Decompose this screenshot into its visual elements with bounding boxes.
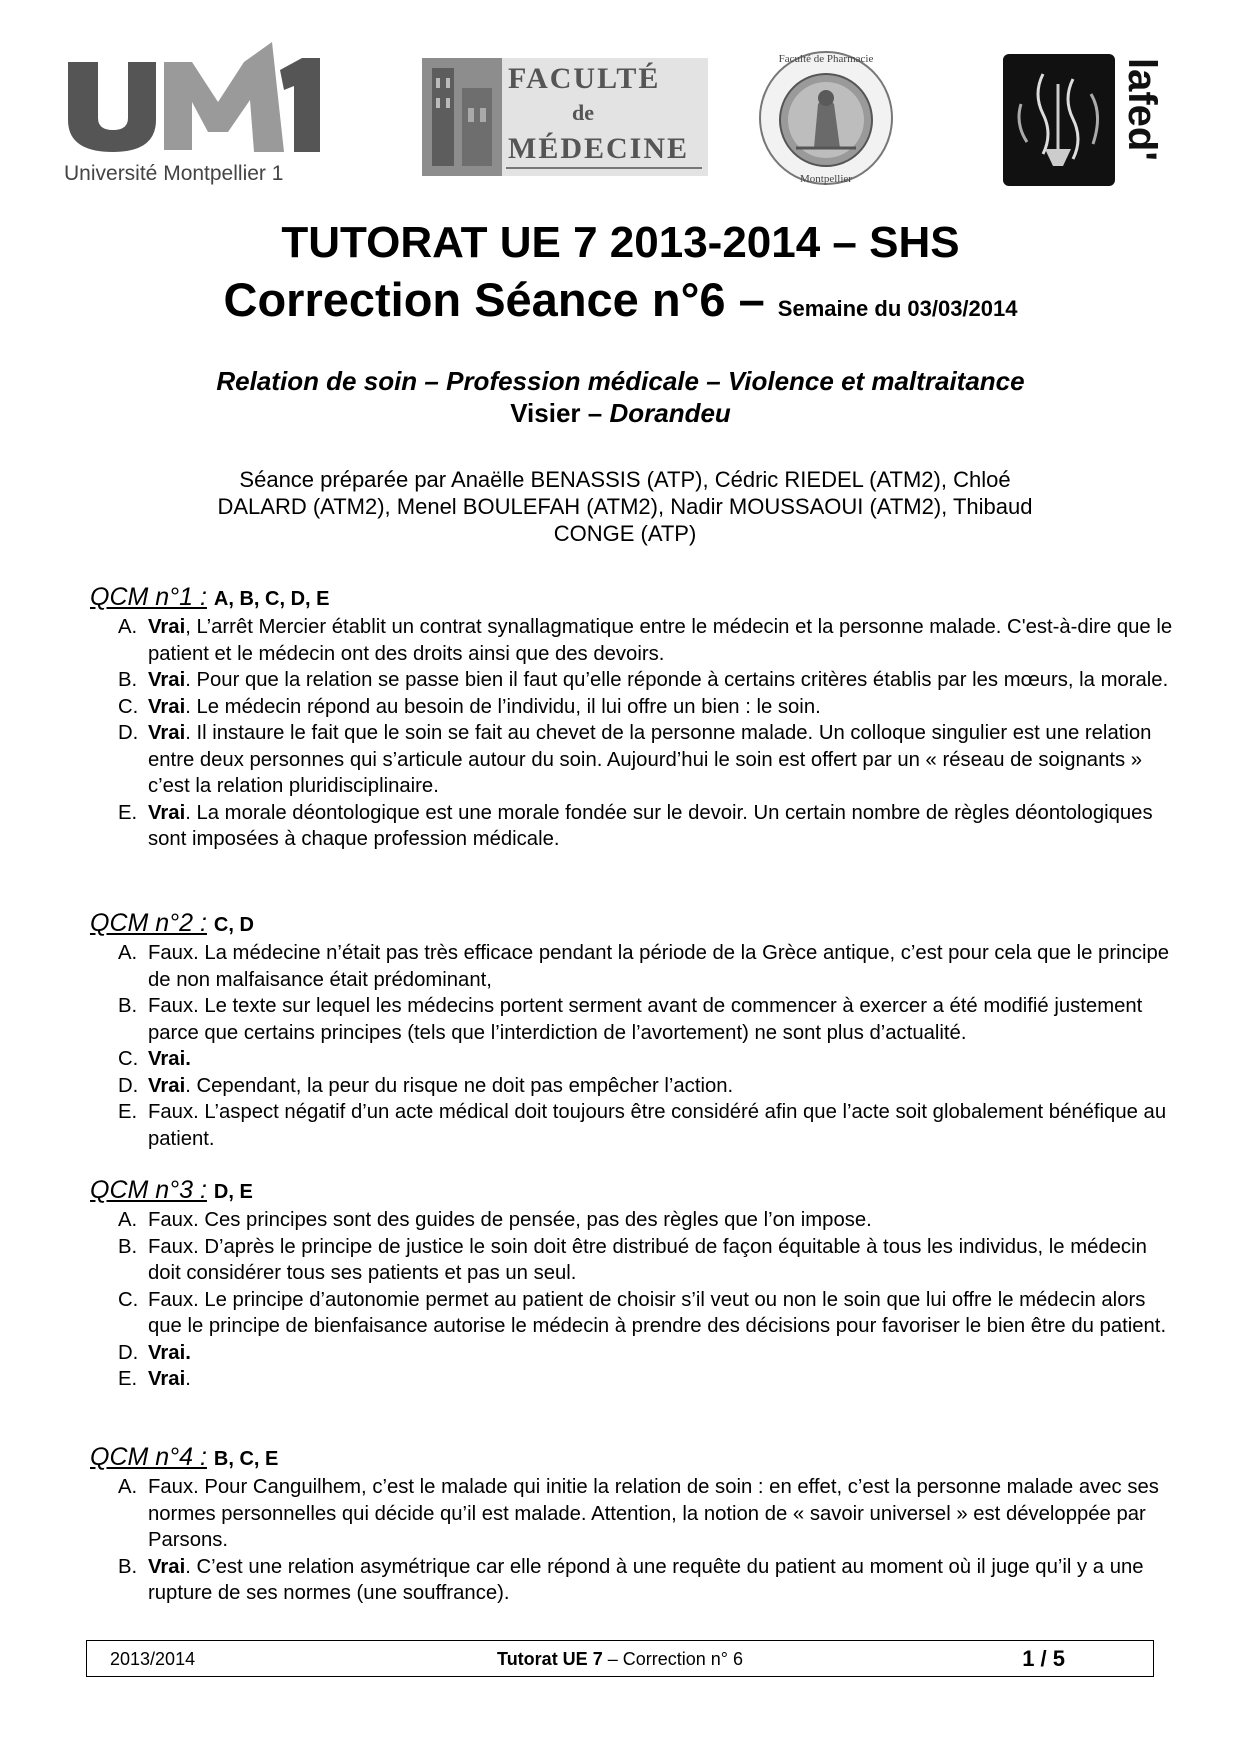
qcm-item [90,1046,1180,1073]
qcm-item [90,1073,1180,1100]
item-letter: A. [118,942,138,964]
item-text: Faux. Le principe d’autonomie permet au patient de choisir s’il veut ou non le soin que lui offre le médecin alors que le principe de bienfaisance autorise le médecin à prendre des décisions pour favoriser le bien être du patient. [148,1288,1167,1337]
item-text: Faux. Pour Canguilhem, c’est le malade qui initie la relation de soin : en effet, c’est la personne malade avec ses normes personnelles qui décide qu’il est malade. Attention, la notion de « savoir universel » est développée par Parsons. [148,1476,1159,1551]
item-text: , L’arrêt Mercier établit un contrat synallagmatique entre le médecin et la personne malade. C'est-à-dire que le patient et le médecin ont des droits ainsi que des devoirs. [148,616,1173,665]
session-title [0,272,1241,327]
qcm-items [90,940,1180,1152]
session-title-text: Correction Séance n°6 – [223,273,765,326]
qcm-answers: C, D [213,914,254,936]
svg-text:FACULTÉ: FACULTÉ [508,62,661,95]
item-verdict: Vrai [148,1074,186,1097]
qcm-item [90,940,1180,993]
prepared-by: Séance préparée par Anaëlle BENASSIS (ATP), Cédric RIEDEL (ATM2), Chloé DALARD (ATM2), Menel BOULEFAH (ATM2), Nadir MOUSSAOUI (ATM2), Thibaud CONGE (ATP) [217,467,1033,546]
qcm-heading [90,908,1180,940]
item-letter: D. [118,722,139,744]
qcm-item [90,1554,1180,1607]
svg-text:MÉDECINE: MÉDECINE [508,132,690,165]
qcm-answers: D, E [213,1181,253,1203]
item-letter: A. [118,1476,138,1498]
qcm-item [90,1474,1180,1554]
item-letter: E. [118,1101,138,1123]
session-subtitle: Relation de soin – Profession médicale – Violence et maltraitance [216,366,1025,396]
session-week: Semaine du 03/03/2014 [777,296,1018,321]
qcm-item [90,993,1180,1046]
item-verdict: Vrai [148,669,186,691]
item-text: . Le médecin répond au besoin de l’individu, il lui offre un bien : le soin. [185,695,821,718]
qcm-label: QCM n°3 : [90,1176,207,1204]
qcm-heading [90,582,1180,614]
svg-text:Montpellier: Montpellier [800,173,852,185]
item-letter: B. [118,995,138,1017]
faculte-medecine-logo [422,58,708,176]
qcm-label: QCM n°4 : [90,1443,207,1471]
item-text: Faux. Le texte sur lequel les médecins portent serment avant de commencer à exercer a été modifié justement parce que certains principes (tels que l’interdiction de l’avortement) ne sont plus d’actualité. [148,995,1143,1044]
lecturers [0,398,1241,429]
item-verdict: Vrai. [148,1048,191,1070]
qcm-label: QCM n°1 : [90,583,207,611]
svg-text:lafed': lafed' [1120,58,1164,161]
qcm-items [90,1207,1180,1393]
qcm-block [90,582,1180,853]
page-footer [86,1640,1154,1677]
item-letter: D. [118,1341,139,1364]
qcm-item [90,1099,1180,1152]
item-text: Faux. Ces principes sont des guides de pensée, pas des règles que l’on impose. [148,1209,872,1231]
item-verdict: Vrai [148,801,186,824]
item-letter: C. [118,1288,139,1311]
item-verdict: Vrai [148,695,186,718]
lecturer-dorandeu: Dorandeu [609,398,731,428]
qcm-item [90,1234,1180,1287]
qcm-block [90,1442,1180,1607]
qcm-items [90,1474,1180,1607]
item-text: . C’est une relation asymétrique car elle répond à une requête du patient au moment où il juge qu’il y a une rupture de ses normes (une souffrance). [148,1555,1144,1604]
qcm-block [90,1175,1180,1393]
item-text: . [185,1368,191,1390]
item-letter: A. [118,1209,138,1231]
qcm-items [90,614,1180,853]
qcm-item [90,667,1180,694]
item-text: Faux. D’après le principe de justice le soin doit être distribué de façon équitable à tous les individus, le médecin doit considérer tous ses patients et pas un seul. [148,1235,1147,1284]
qcm-item [90,800,1180,853]
qcm-heading [90,1175,1180,1207]
footer-title-rest: – Correction n° 6 [602,1649,743,1669]
item-letter: B. [118,669,138,691]
svg-text:Université Montpellier 1: Université Montpellier 1 [64,162,284,185]
item-letter: D. [118,1074,139,1097]
item-text: Faux. La médecine n’était pas très efficace pendant la période de la Grèce antique, c’est pour cela que le principe de non malfaisance était prédominant, [148,942,1170,991]
qcm-heading [90,1442,1180,1474]
qcm-item [90,694,1180,721]
footer-year: 2013/2014 [110,1649,196,1669]
item-text: . La morale déontologique est une morale fondée sur le devoir. Un certain nombre de règles déontologiques sont imposées à chaque profession médicale. [148,801,1153,850]
item-letter: C. [118,695,139,718]
qcm-answers: B, C, E [213,1448,279,1470]
footer-title-bold: Tutorat UE 7 [497,1649,603,1669]
qcm-item [90,720,1180,800]
item-text: . Il instaure le fait que le soin se fait au chevet de la personne malade. Un colloque singulier est une relation entre deux personnes qui s’articule autour du soin. Aujourd’hui le soin est offert par un « réseau de soignants » c’est la relation pluridisciplinaire. [148,722,1152,797]
item-letter: A. [118,616,138,638]
qcm-item [90,1207,1180,1234]
item-verdict: Vrai [148,1555,186,1578]
item-verdict: Vrai [148,616,186,638]
svg-text:de: de [572,100,594,125]
faculte-pharmacie-seal [756,48,896,188]
item-letter: B. [118,1235,138,1258]
item-verdict: Vrai [148,722,186,744]
qcm-label: QCM n°2 : [90,909,207,937]
page-number: 1 / 5 [1022,1646,1065,1671]
document-title: TUTORAT UE 7 2013-2014 – SHS [281,218,960,267]
item-text: . Pour que la relation se passe bien il faut qu’elle réponde à certains critères établis par les mœurs, la morale. [185,669,1169,691]
item-letter: E. [118,1368,138,1390]
item-letter: B. [118,1555,138,1578]
qcm-item [90,614,1180,667]
qcm-item [90,1340,1180,1367]
lecturer-visier: Visier – [510,398,610,428]
item-text: . Cependant, la peur du risque ne doit pas empêcher l’action. [185,1074,734,1097]
qcm-item [90,1287,1180,1340]
item-letter: C. [118,1048,139,1070]
qcm-block [90,908,1180,1152]
footer-title [87,1649,1153,1670]
item-verdict: Vrai [148,1368,186,1390]
lafed-logo [1003,54,1164,186]
svg-text:Faculté de Pharmacie: Faculté de Pharmacie [778,53,874,65]
qcm-answers: A, B, C, D, E [213,588,330,610]
qcm-item [90,1366,1180,1393]
item-verdict: Vrai. [148,1341,191,1364]
universite-montpellier-logo [58,40,328,190]
item-text: Faux. L’aspect négatif d’un acte médical doit toujours être considéré afin que l’acte soit globalement bénéfique au patient. [148,1101,1167,1150]
item-letter: E. [118,801,138,824]
